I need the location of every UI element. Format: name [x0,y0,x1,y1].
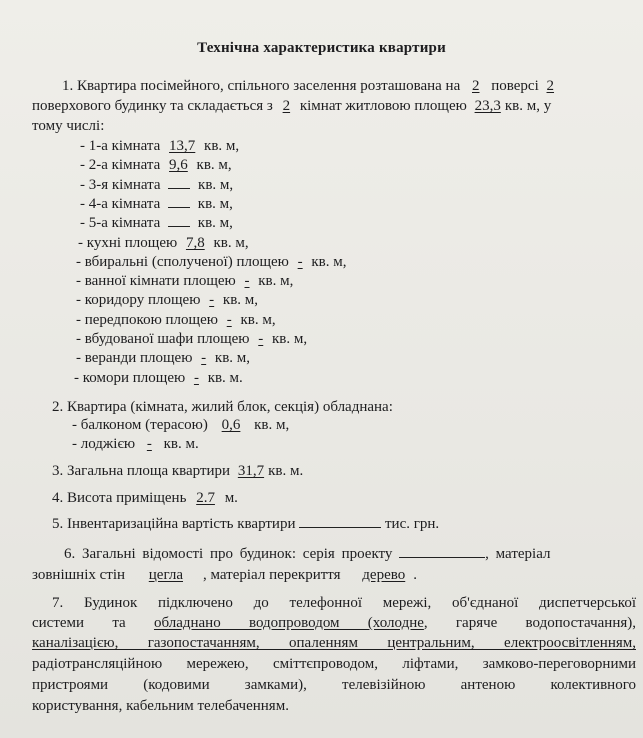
room-row [74,369,243,387]
floor-value: 2 [472,78,480,94]
loggia-unit: кв. м. [163,436,199,452]
total-area-unit: кв. м. [268,463,304,479]
room-label: - передпокою площею [76,312,218,328]
room-area-unit: кв. м, [196,157,232,173]
wall-material-value: цегла [148,567,183,583]
balcony-label: - балконом (терасою) [72,417,208,433]
s1-line2 [32,97,551,115]
room-label: - комори площею [74,370,186,386]
height-unit: м. [224,490,238,506]
room-row [76,349,250,367]
s6-text: , матеріал [485,546,551,562]
room-area-unit: кв. м, [222,292,259,308]
floors-total-value: 2 [546,78,555,94]
room-row [76,330,307,348]
inventory-cost-value [299,515,381,528]
s1-text: 1. Квартира посімейного, спільного заселення розташована на [62,78,461,94]
s6-line1 [64,545,634,563]
room-area-value: - [201,350,207,366]
s7-line4: радіотрансляційною мережею, сміттєпроводом, ліфтами, замково-переговорними [32,656,636,672]
room-label: - вбиральні (сполученої) площею [76,254,289,270]
inventory-cost-label: 5. Інвентаризаційна вартість квартири [52,516,296,532]
floor-material-value: дерево [362,567,406,583]
room-label: - веранди площею [76,350,193,366]
room-label: - 5-а кімната [80,215,161,231]
room-area-value: - [244,273,250,289]
room-area-value: - [209,292,215,308]
room-label: - вбудованої шафи площею [76,331,250,347]
s6-text: 6. Загальні відомості про будинок: серія проекту [64,546,393,562]
series-value [399,545,485,558]
room-label: - 3-я кімната [80,177,161,193]
room-area-value [168,195,190,208]
total-area-label: 3. Загальна площа квартири [52,463,231,479]
total-area-value: 31,7 [237,463,265,479]
room-area-unit: кв. м, [272,331,308,347]
room-area-value: 13,7 [169,138,196,154]
room-label: - коридору площею [76,292,201,308]
s7-underlined-text: обладнано водопроводом (холодне [153,615,424,631]
s1-line3: тому числі: [32,118,105,134]
room-row [80,195,233,213]
room-row [76,272,293,290]
room-area-value: 9,6 [169,157,188,173]
room-label: - кухні площею [78,235,178,251]
room-row [80,176,233,194]
room-area-unit: кв. м, [204,138,240,154]
s2-head: 2. Квартира (кімната, жилий блок, секція) обладнана: [52,399,393,415]
s1-text: поверсі [491,78,539,94]
room-area-unit: кв. м, [198,177,234,193]
room-area-unit: кв. м, [214,350,251,366]
room-area-value: - [297,254,303,270]
room-area-value [168,176,190,189]
balcony-row [72,416,289,434]
s1-text: кв. м, у [504,98,552,114]
height-value: 2.7 [196,490,215,506]
room-area-unit: кв. м, [258,273,294,289]
room-area-unit: кв. м, [213,235,249,251]
s7-text: , гаряче водопостачання), [423,615,636,631]
loggia-row [72,435,199,453]
s7-text: системи та [32,615,126,631]
room-row [78,234,249,252]
document-title: Технічна характеристика квартири [197,40,446,56]
s1-text: поверхового будинку та складається з [32,98,273,114]
room-row [80,137,239,155]
room-row [80,214,233,232]
room-row [76,291,258,309]
inventory-cost-unit: тис. грн. [384,516,440,532]
loggia-label: - лоджією [72,436,136,452]
living-area-value: 23,3 [474,98,501,114]
room-label: - ванної кімнати площею [76,273,236,289]
s1-line1 [62,77,558,95]
room-area-value: - [258,331,264,347]
room-area-unit: кв. м. [207,370,243,386]
s7-line5: пристроями (кодовими замками), телевізійною антеною колективного [32,677,636,693]
inventory-cost-row [52,515,439,533]
room-area-value: 7,8 [185,235,205,251]
room-label: - 1-а кімната [80,138,161,154]
s7-line3: каналізацією, газопостачанням, опаленням центральним, електроосвітленням, [32,635,636,651]
room-label: - 2-а кімната [80,157,161,173]
s7-line2 [32,614,636,632]
room-area-value: - [193,370,199,386]
room-area-unit: кв. м, [240,312,276,328]
room-area-value [168,214,190,227]
s7-line6: користування, кабельним телебаченням. [32,698,289,714]
balcony-value: 0,6 [221,417,241,433]
height-row [52,489,238,507]
room-area-unit: кв. м, [197,196,233,212]
s6-text: , матеріал перекриття [203,567,341,583]
s6-text: зовнішніх стін [32,567,126,583]
s1-text: кімнат житловою площею [299,98,467,114]
s6-line2 [32,566,417,584]
room-area-value: - [226,312,232,328]
loggia-value: - [146,436,152,452]
s7-line1: 7. Будинок підключено до телефонної мережі, об'єднаної диспетчерської [52,595,636,611]
balcony-unit: кв. м, [254,417,290,433]
rooms-value: 2 [282,98,291,114]
room-row [76,311,276,329]
room-area-unit: кв. м, [311,254,347,270]
room-area-unit: кв. м, [197,215,233,231]
room-row [76,253,347,271]
room-label: - 4-а кімната [80,196,161,212]
height-label: 4. Висота приміщень [52,490,187,506]
s6-text: . [413,567,417,583]
room-row [80,156,232,174]
total-area-row [52,462,303,480]
